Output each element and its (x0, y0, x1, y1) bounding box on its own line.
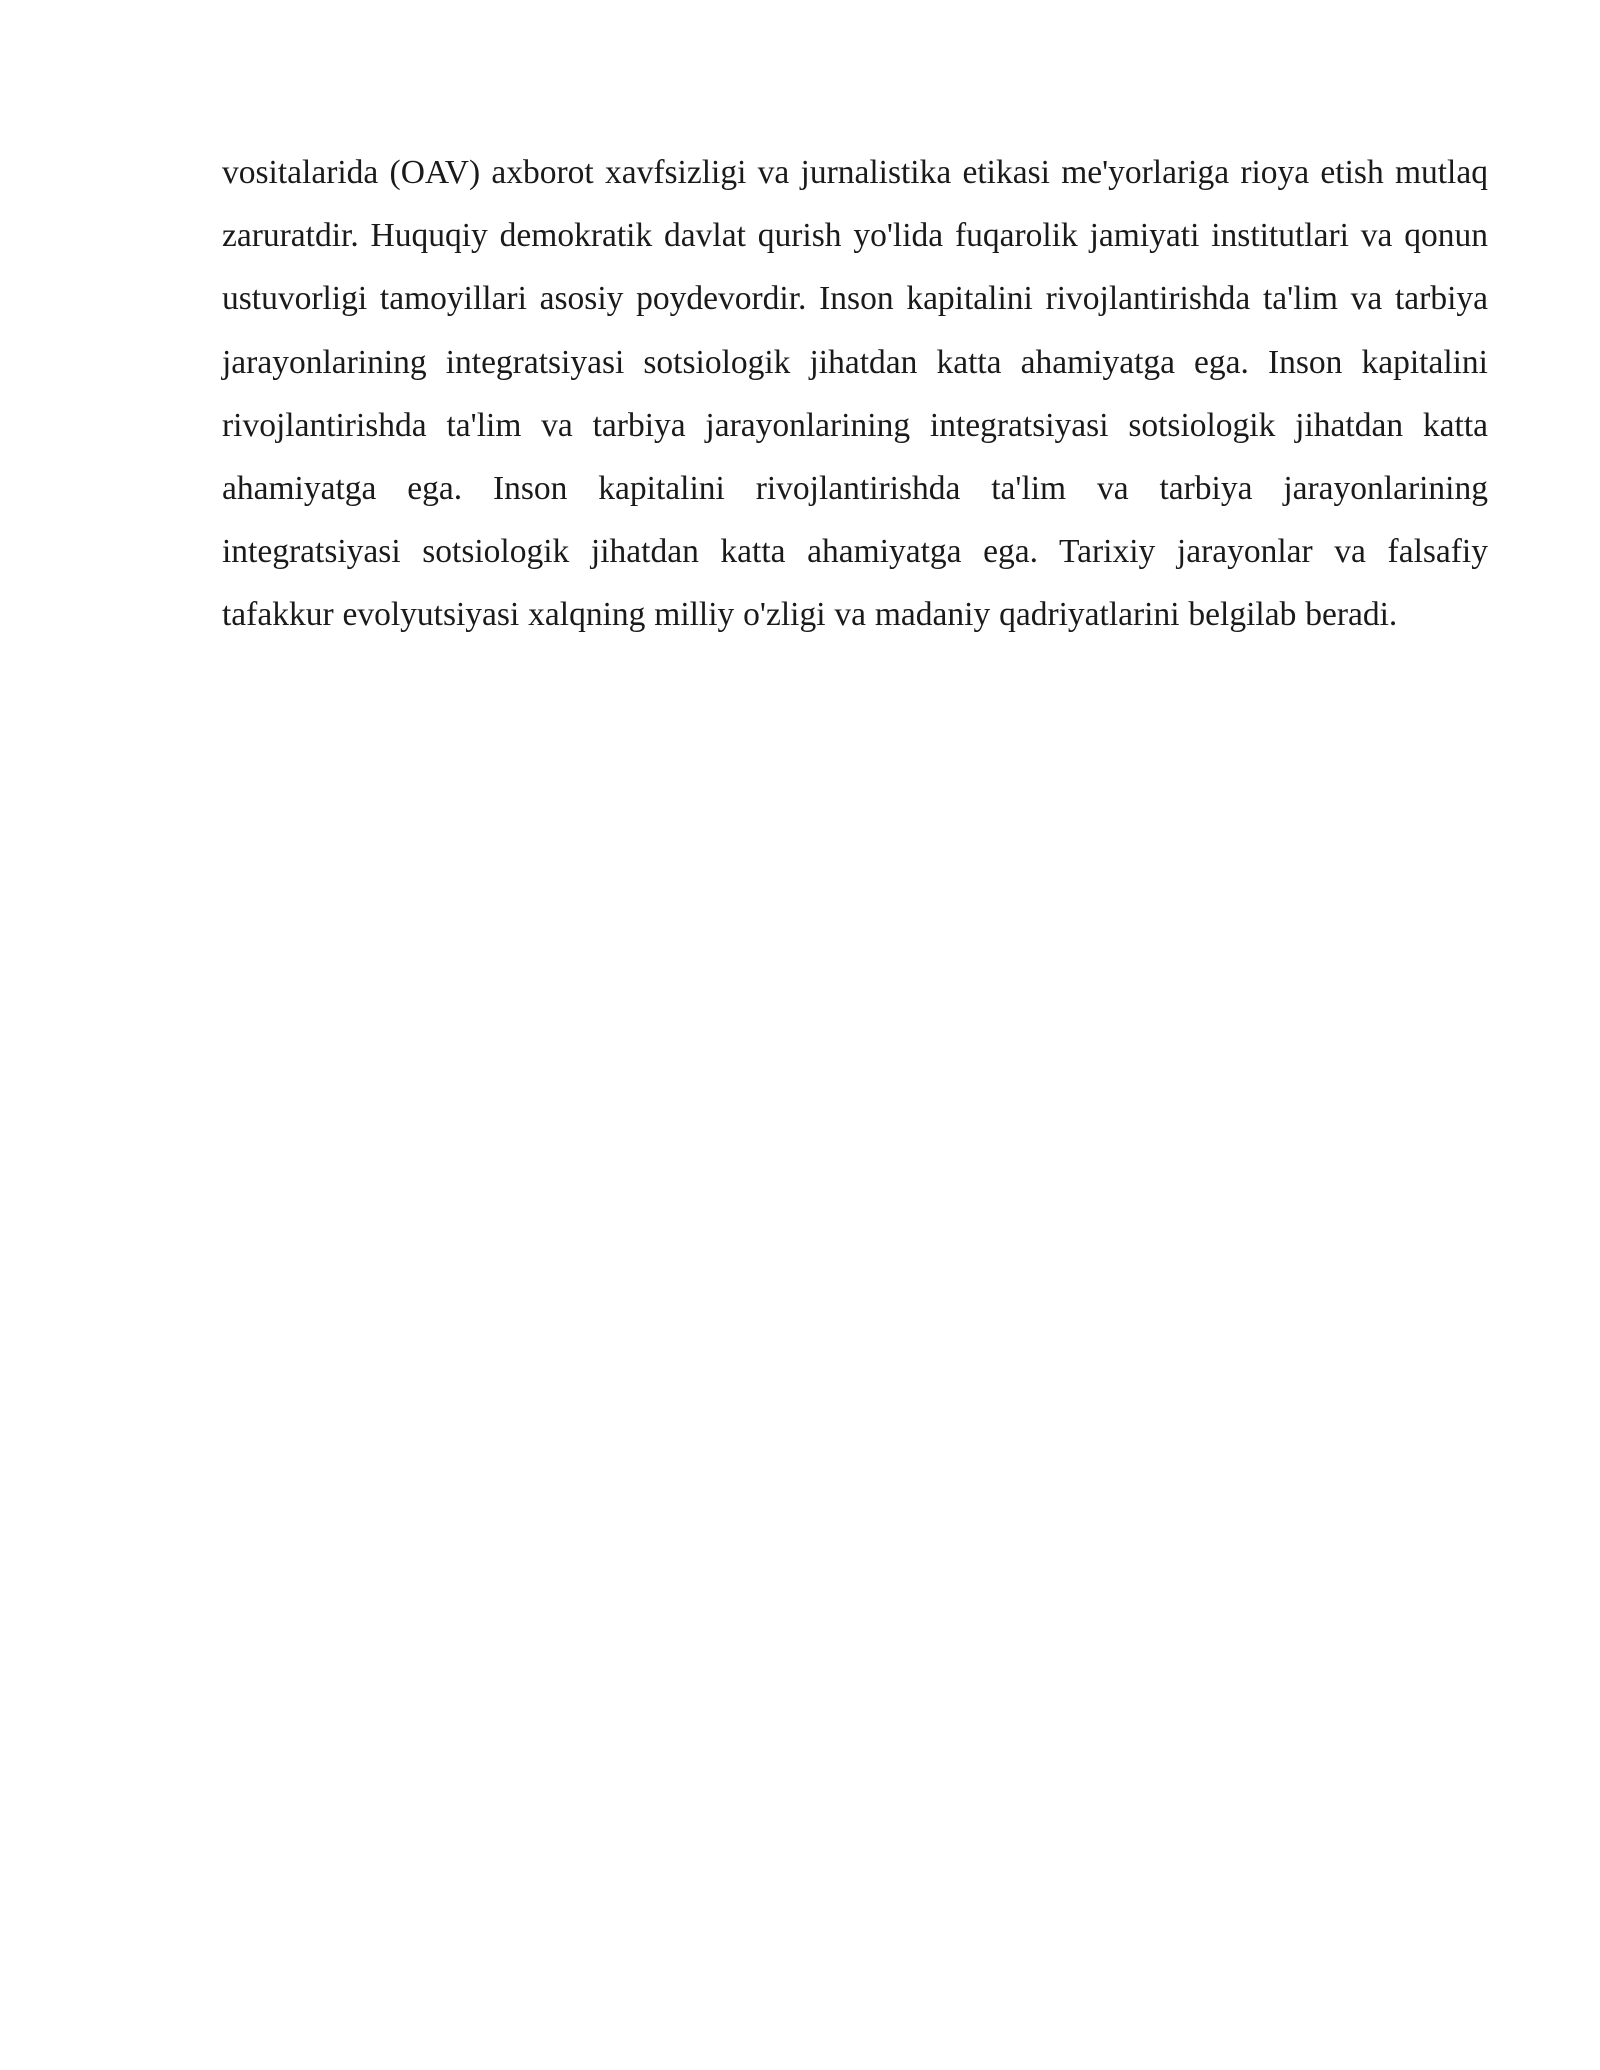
body-paragraph: vositalarida (OAV) axborot xavfsizligi va jurnalistika etikasi me'yorlariga rioya etish mutlaq zaruratdir. Huquqiy demokratik davlat qurish yo'lida fuqarolik jamiyati institutlari va qonun ustuvorligi tamoyillari asosiy poydevordir. Inson kapitalini rivojlantirishda ta'lim va tarbiya jarayonlarining integratsiyasi sotsiologik jihatdan katta ahamiyatga ega. Inson kapitalini rivojlantirishda ta'lim va tarbiya jarayonlarining integratsiyasi sotsiologik jihatdan katta ahamiyatga ega. Inson kapitalini rivojlantirishda ta'lim va tarbiya jarayonlarining integratsiyasi sotsiologik jihatdan katta ahamiyatga ega. Tarixiy jarayonlar va falsafiy tafakkur evolyutsiyasi xalqning milliy o'zligi va madaniy qadriyatlarini belgilab beradi. (222, 154, 1488, 634)
